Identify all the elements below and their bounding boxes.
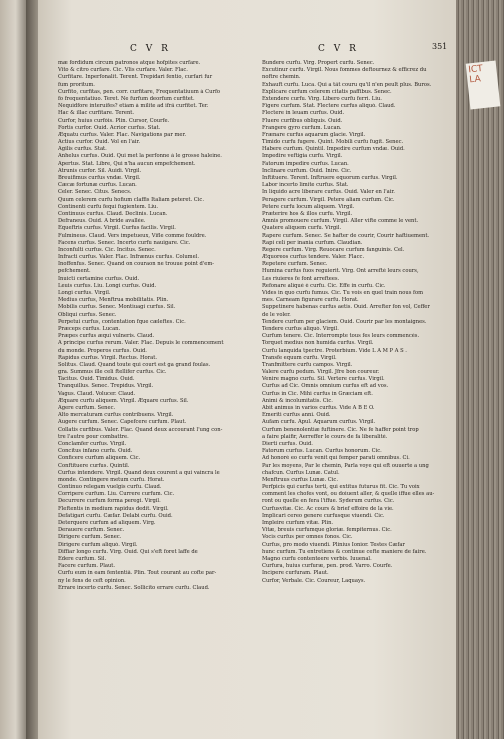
- text-line: du monde. Properos curfus. Ouid.: [58, 347, 147, 354]
- text-line: Tendere curfus aliquò. Virgil.: [262, 325, 339, 332]
- text-line: Tranquillus. Senec. Trepidus. Virgil.: [58, 383, 154, 390]
- text-line: Rapere curfum. Senec. Se hafter de courir, Courir haftiuement.: [262, 232, 430, 239]
- text-line: Excutinur curfu. Virgil. Nous fommes deftournez & efficrez du: [262, 67, 427, 74]
- text-line: Errare incerto curfu. Senec. Sollicito errare curfu. Claud.: [58, 584, 210, 591]
- text-line: Hac & illac curfitare. Terent.: [58, 110, 135, 117]
- text-line: Fluere curfibus obliquis. Ouid.: [262, 117, 343, 124]
- text-line: mæ fordidum circum patronos atque hofpites curfare.: [58, 60, 201, 66]
- text-line: Curfus intendere. Virgil. Quand deux courent a qui vaincra le: [58, 469, 220, 476]
- text-line: Edere curfum. Sil.: [58, 555, 107, 562]
- text-line: Atrunis curfor. Sil. Auidi. Virgil.: [58, 167, 142, 174]
- left-page-edge: [0, 0, 26, 739]
- text-line: Petere curfu locum aliquem. Virgil.: [262, 203, 355, 210]
- text-line: Bundere curfu. Virg. Propert curfu. Senec.: [262, 60, 375, 66]
- text-line: Regere curfum. Virg. Reuocare curfum fanguinis. Cel.: [262, 246, 405, 253]
- text-line: Longi curfus. Virgil.: [58, 290, 111, 296]
- text-line: fo frequentatiuo. Teret. Ne furfum deorfum curfitet.: [58, 95, 195, 102]
- text-line: Inftituere. Terent. Inftruere equorum curfus. Virgil.: [262, 175, 398, 181]
- text-line: Emeriti curfus anni. Ouid.: [262, 412, 331, 419]
- text-line: Curfor, Verbale. Cic. Coureur, Laquays.: [262, 577, 366, 584]
- text-line: Tendere curfum per glaciem. Ouid. Courir par les montaignes.: [262, 318, 427, 325]
- text-line: Curfura, huius curfuræ, pen. prod. Varro. Courfe.: [262, 563, 393, 570]
- text-line: Explicare curfum celerem citatis paffibus. Senec.: [262, 88, 392, 95]
- text-line: Derauere curfum. Senec.: [58, 527, 125, 534]
- text-line: Leuis curfus. Liu. Longi curfus. Ouid.: [58, 282, 157, 289]
- text-line: Breuifimus curfus vndæ. Virgil.: [58, 175, 141, 181]
- text-line: Menftruus curfus Lunæ. Cic.: [262, 476, 338, 483]
- text-line: Valere curfu pedum. Virgil. Jfre bon coureur.: [262, 369, 380, 376]
- text-line: Vocis curfus per omnes fonos. Cic.: [262, 534, 353, 541]
- text-line: Curfusvitæ. Cic. Ac cours & brief effoire de la vie.: [262, 505, 394, 512]
- text-line: chafcun. Curfus Lunæ. Catul.: [262, 469, 340, 476]
- text-line: Continuo relegam vuelgis curfu. Claud.: [58, 484, 162, 491]
- text-line: Implicari cereo genere curfusque viuendi. Cic.: [262, 512, 385, 519]
- text-line: Tranfmittere curfu campos. Virgil.: [262, 361, 353, 368]
- text-line: Fortis curfor. Ouid. Acrior curfus. Stat.: [58, 124, 161, 131]
- text-line: Conclamfer curfus. Virgil.: [58, 440, 127, 447]
- text-line: Cæcæ fortunæ curfus. Lucan.: [58, 182, 137, 189]
- text-line: Torquet medius non humida curfus. Virgil.: [262, 340, 374, 347]
- text-line: Abit animus in varios curfus. Vide A B E O.: [262, 405, 375, 411]
- text-line: Inuicti certamine curfus. Ouid.: [58, 275, 140, 282]
- text-line: Solitus. Claud. Quand toute qui court est ga grand foulas.: [58, 361, 211, 368]
- text-line: Deterquere curfum ad aliquem. Virg.: [58, 520, 156, 526]
- text-line: Agilis curfus. Stat.: [58, 146, 107, 153]
- text-line: Perfpicis qui curfus terti, qui extitus futurus fit. Cic. Tu voix: [262, 484, 420, 491]
- text-line: ny le fens de ceft opinion.: [58, 577, 126, 584]
- text-line: Vito & citro curfare. Cic. Vlis curfare. Valer. Flac.: [58, 67, 188, 74]
- text-line: Præceps curfus. Lucan.: [58, 325, 121, 332]
- text-line: Frangere gyro curfum. Lucan.: [262, 124, 342, 131]
- text-line: Labor incerto limite curfus. Stat.: [262, 182, 349, 189]
- text-line: Facens curfus. Senec. Incerto curfu nauigare. Cic.: [58, 239, 191, 246]
- text-line: A principe curfus rerum. Valer. Flac. Depuis le commencement: [58, 340, 224, 347]
- text-line: Conficere curfum aliquem. Cic.: [58, 455, 141, 462]
- text-line: Figere curfum. Stat. Flectere curfus aliquò. Claud.: [262, 103, 396, 110]
- text-line: Anhelus curfus. Ouid. Qui met la perfonne à le grosse haleine.: [58, 153, 222, 160]
- text-line: Curfum tenere. Cic. Interrompte tous fes leurs commencés.: [262, 333, 420, 340]
- text-line: Habere curfum. Quintil. Impedire curfum vndæ. Ouid.: [262, 146, 405, 153]
- text-line: Les riuieres fe font arreftees.: [262, 275, 340, 282]
- text-line: ront ou quelle en fera l'iffue. Syderum curfus. Cic.: [262, 498, 395, 505]
- text-line: de le voler.: [262, 311, 291, 318]
- text-line: Æquoreos curfus tendere. Valer. Flacc.: [262, 254, 365, 261]
- text-line: Incipere curfuram. Plaut.: [262, 570, 329, 577]
- text-line: Transfe equum curfu. Virgil.: [262, 354, 337, 361]
- text-line: Quum celerem curfu hofium claffis Italiam peteret. Cic.: [58, 196, 204, 203]
- running-head-left: C V R: [130, 44, 171, 54]
- text-line: Apertus. Stat. Libre, Qui n'ha aucun empefchement.: [58, 160, 196, 167]
- text-line: Frænare curfus aquarum glacie. Virgil.: [262, 131, 366, 138]
- text-line: Facere curfum. Plaut.: [58, 563, 116, 570]
- text-line: Impedire veftigia curfu. Virgil.: [262, 153, 343, 160]
- text-line: Concitus infano curfu. Ouid.: [58, 448, 133, 455]
- text-line: Corripere curfum. Liu. Currere curfum. Cic.: [58, 491, 175, 498]
- text-line: Curfus in Cic. Mihi curfus in Græciam eft.: [262, 390, 373, 397]
- text-line: Defraneus. Ouid. A bride avallée.: [58, 218, 146, 225]
- text-line: Timido curfu fugere. Quint. Mobili curfu fugit. Senec.: [262, 139, 404, 146]
- text-line: Quatere aliquem curfu. Virgil.: [262, 225, 342, 232]
- right-column: [262, 60, 452, 585]
- text-line: Par les moyens, Par le chemin, Parla voye qui eft ouuerte a ung: [262, 462, 429, 469]
- text-line: Obliqui curfus. Senec.: [58, 311, 117, 318]
- text-line: Curfito, curfitas, pen. corr. curfitare, Frequentatiuum à Curfo: [58, 88, 221, 95]
- text-line: Collatis curfibus. Valer. Flac. Quand deux accourant l'ung con-: [58, 426, 223, 433]
- fore-edge-label-line: LA: [468, 74, 482, 86]
- text-line: comment les chofes vont, ou doiuent aller, & quelle iffue elles au-: [262, 491, 435, 498]
- text-line: Actius curfor. Ouid. Vol en l'air.: [58, 139, 141, 146]
- text-line: Medius curfus, Menftrua mobilitatis. Plin.: [58, 297, 169, 304]
- text-line: Dirigere curfum. Senec.: [58, 534, 122, 541]
- text-line: Ad honorè eo curfu venit quì femper parati omnibus. Ci.: [262, 455, 410, 462]
- text-line: Dierti curfus. Ouid.: [262, 440, 313, 447]
- text-line: hunc curfum. Tu entretiens & continue cefte maniere de faire.: [262, 548, 427, 555]
- text-line: Curfus ad Cic. Omnis omnium curfus eft ad vos.: [262, 383, 389, 390]
- text-line: Decurrere curfum forma peregi. Virgil.: [58, 498, 161, 505]
- text-line: Perpetui curfus, contentation fque cæleftes. Cic.: [58, 318, 186, 325]
- text-line: Curfor, huius curfòis. Plin. Cursor, Courfe.: [58, 117, 170, 124]
- text-line: Æquare curfu aliquem. Virgil. Æquare curfus. Sil.: [58, 397, 189, 404]
- text-line: Flectere in leuam curfus. Ouid.: [262, 110, 345, 117]
- text-line: Mobilis curfus. Senec. Montiuagi curfus. Sil.: [58, 304, 176, 311]
- text-line: Vagus. Claud. Volucer. Claud.: [58, 390, 136, 397]
- text-line: Agere curfum. Senec.: [58, 405, 116, 411]
- text-line: Curfu lanquida tpectre. Proterbium. Vide L A M P A S .: [262, 347, 407, 354]
- text-line: Curfum benenolentiæ fuftinere. Cic. Ne fe haffer point trop: [262, 426, 419, 433]
- text-line: Æquatu curfus. Valer. Flac. Navigations par mer.: [58, 131, 187, 138]
- text-line: Fulmineus. Claud. Vers impetueux, Vifle comme fouldre.: [58, 232, 207, 239]
- text-line: Curfu eum in eam fententiâ. Plin. Tout courant au cofte par-: [58, 570, 217, 577]
- text-line: mes. Carneam figurare curfu. Horat.: [262, 297, 359, 304]
- text-line: pefchement.: [58, 268, 91, 275]
- text-line: noftre chemin.: [262, 74, 301, 81]
- text-line: gra. Summus ille celi ftellifer curfus. Cic.: [58, 369, 167, 376]
- text-line: Tacitus. Ouid. Timidus. Ouid.: [58, 376, 135, 383]
- text-line: monde. Contingere metum curfu. Horat.: [58, 476, 165, 483]
- text-line: Præterire hos & illos curfu. Virgil.: [262, 210, 353, 217]
- text-line: Continuus curfus. Claud. Declinis. Lucan.: [58, 210, 168, 217]
- text-line: Impleire curfum vitæ. Plin.: [262, 520, 334, 526]
- text-line: Inconfulti curfus. Cic. Incitus. Senec.: [58, 246, 156, 253]
- fore-edge-label: [466, 61, 501, 110]
- text-line: Peragere curfum. Virgil. Petere aliam curfum. Cic.: [262, 196, 395, 203]
- text-line: Amnis promouere curfum. Virgil. Aller vifte comme le vent.: [262, 218, 419, 225]
- text-line: Humina curfus fuos reguierit. Virg. Ont arrefté leurs cours,: [262, 268, 419, 275]
- running-head-right: C V R: [318, 44, 359, 54]
- fore-edge: [456, 0, 504, 739]
- text-line: Conftituere curfus. Quintil.: [58, 462, 130, 469]
- text-line: Fleftentis in medium rapidus dedit. Virgil.: [58, 505, 169, 512]
- text-line: Fatorum curfus. Lucan. Curfus honorum. Cic.: [262, 448, 382, 455]
- text-line: In liquido acre liberare curfus. Ouid. Valer en l'air.: [262, 189, 395, 196]
- text-line: Rapi celi per inania curfum. Claudian.: [262, 239, 363, 246]
- text-line: Equeftris curfus. Virgil. Curfus facilis. Virgil.: [58, 225, 176, 232]
- text-line: Infracti curfus. Valer. Flac. Infrænus curfus. Columel.: [58, 254, 199, 261]
- text-line: Exhauft curfu. Luca. Qui a tât couru qu'il n'en peult plus. Buros.: [262, 81, 432, 88]
- text-line: Dirigere curfum aliquò. Virgil.: [58, 541, 138, 548]
- text-line: Venire magno curfu. Sil. Vertere curfus. Virgil.: [262, 376, 385, 383]
- text-line: Præpes curfus æqui vulneris. Claud.: [58, 333, 155, 340]
- text-line: a faire plaifir, Aerreffer le cours de fa liberalité.: [262, 433, 388, 440]
- left-column: [58, 60, 248, 592]
- text-line: Aufam curfu. Apul. Aquarum curfus. Virgil.: [262, 419, 376, 426]
- text-line: Repetere curfum. Senec.: [262, 261, 328, 268]
- text-line: Nequidfore interuifes? etiam à milite ad ifrâ curfitet. Ter.: [58, 103, 209, 110]
- text-line: Animi & incolumitatis. Cic.: [262, 397, 333, 404]
- text-line: Inoffenfus. Senec. Quand on couraon ne trouue point d'em-: [58, 261, 215, 268]
- text-line: Fatorum impedire curfus. Lucan.: [262, 160, 349, 167]
- text-line: tre l'autre pour combattre.: [58, 433, 129, 440]
- text-line: Refonare aliquè è curfu. Cic. Effe in curfu. Cic.: [262, 282, 386, 289]
- text-line: Inclinare curfum. Ouid. Inire. Cic.: [262, 167, 352, 174]
- fore-edge-label-line: ICT: [467, 63, 484, 76]
- text-line: Defatigari curfu. Cæfar. Delabi curfu. Ouid.: [58, 512, 173, 519]
- text-line: Rapidus curfus. Virgil. Rectus. Horat.: [58, 354, 157, 361]
- text-line: Continenti curfu fequi fugientem. Liu.: [58, 203, 159, 210]
- text-line: Magno curfu contenteere verbis. Iuuenal.: [262, 555, 372, 562]
- text-line: Curfitare. Inperfonalit. Terent. Trepidari fentio, curfari fur: [58, 74, 213, 81]
- text-line: Alto mercaturam curfus contribuens. Virgil.: [58, 412, 174, 419]
- folio-number: 351: [432, 42, 448, 51]
- text-line: Celer. Senec. Citus. Senecs.: [58, 189, 132, 196]
- text-line: fum proritum.: [58, 81, 95, 88]
- text-line: Augere curfum. Senec. Capefcere curfum. Plaut.: [58, 419, 187, 426]
- text-line: Vides in quo curfu fumus. Cic. Tu vois en quel train nous fom: [262, 290, 424, 296]
- text-line: Vitæ, breuis curfumque gloriæ. fempiternus. Cic.: [262, 527, 392, 534]
- text-line: Diffiar longo curfu. Virg. Ouid. Qui s'eft foret laffe de: [58, 548, 198, 555]
- text-line: Curfus, pro modo viuendi. Plinius Ionior. Testes Cæfar: [262, 541, 405, 548]
- text-line: Suppetinere habenas curfus aetis. Ouid. Arrefter fon vol, Ceffer: [262, 304, 430, 311]
- text-line: Extendere curfu. Virg. Libero curfu ferri. Liu.: [262, 95, 382, 102]
